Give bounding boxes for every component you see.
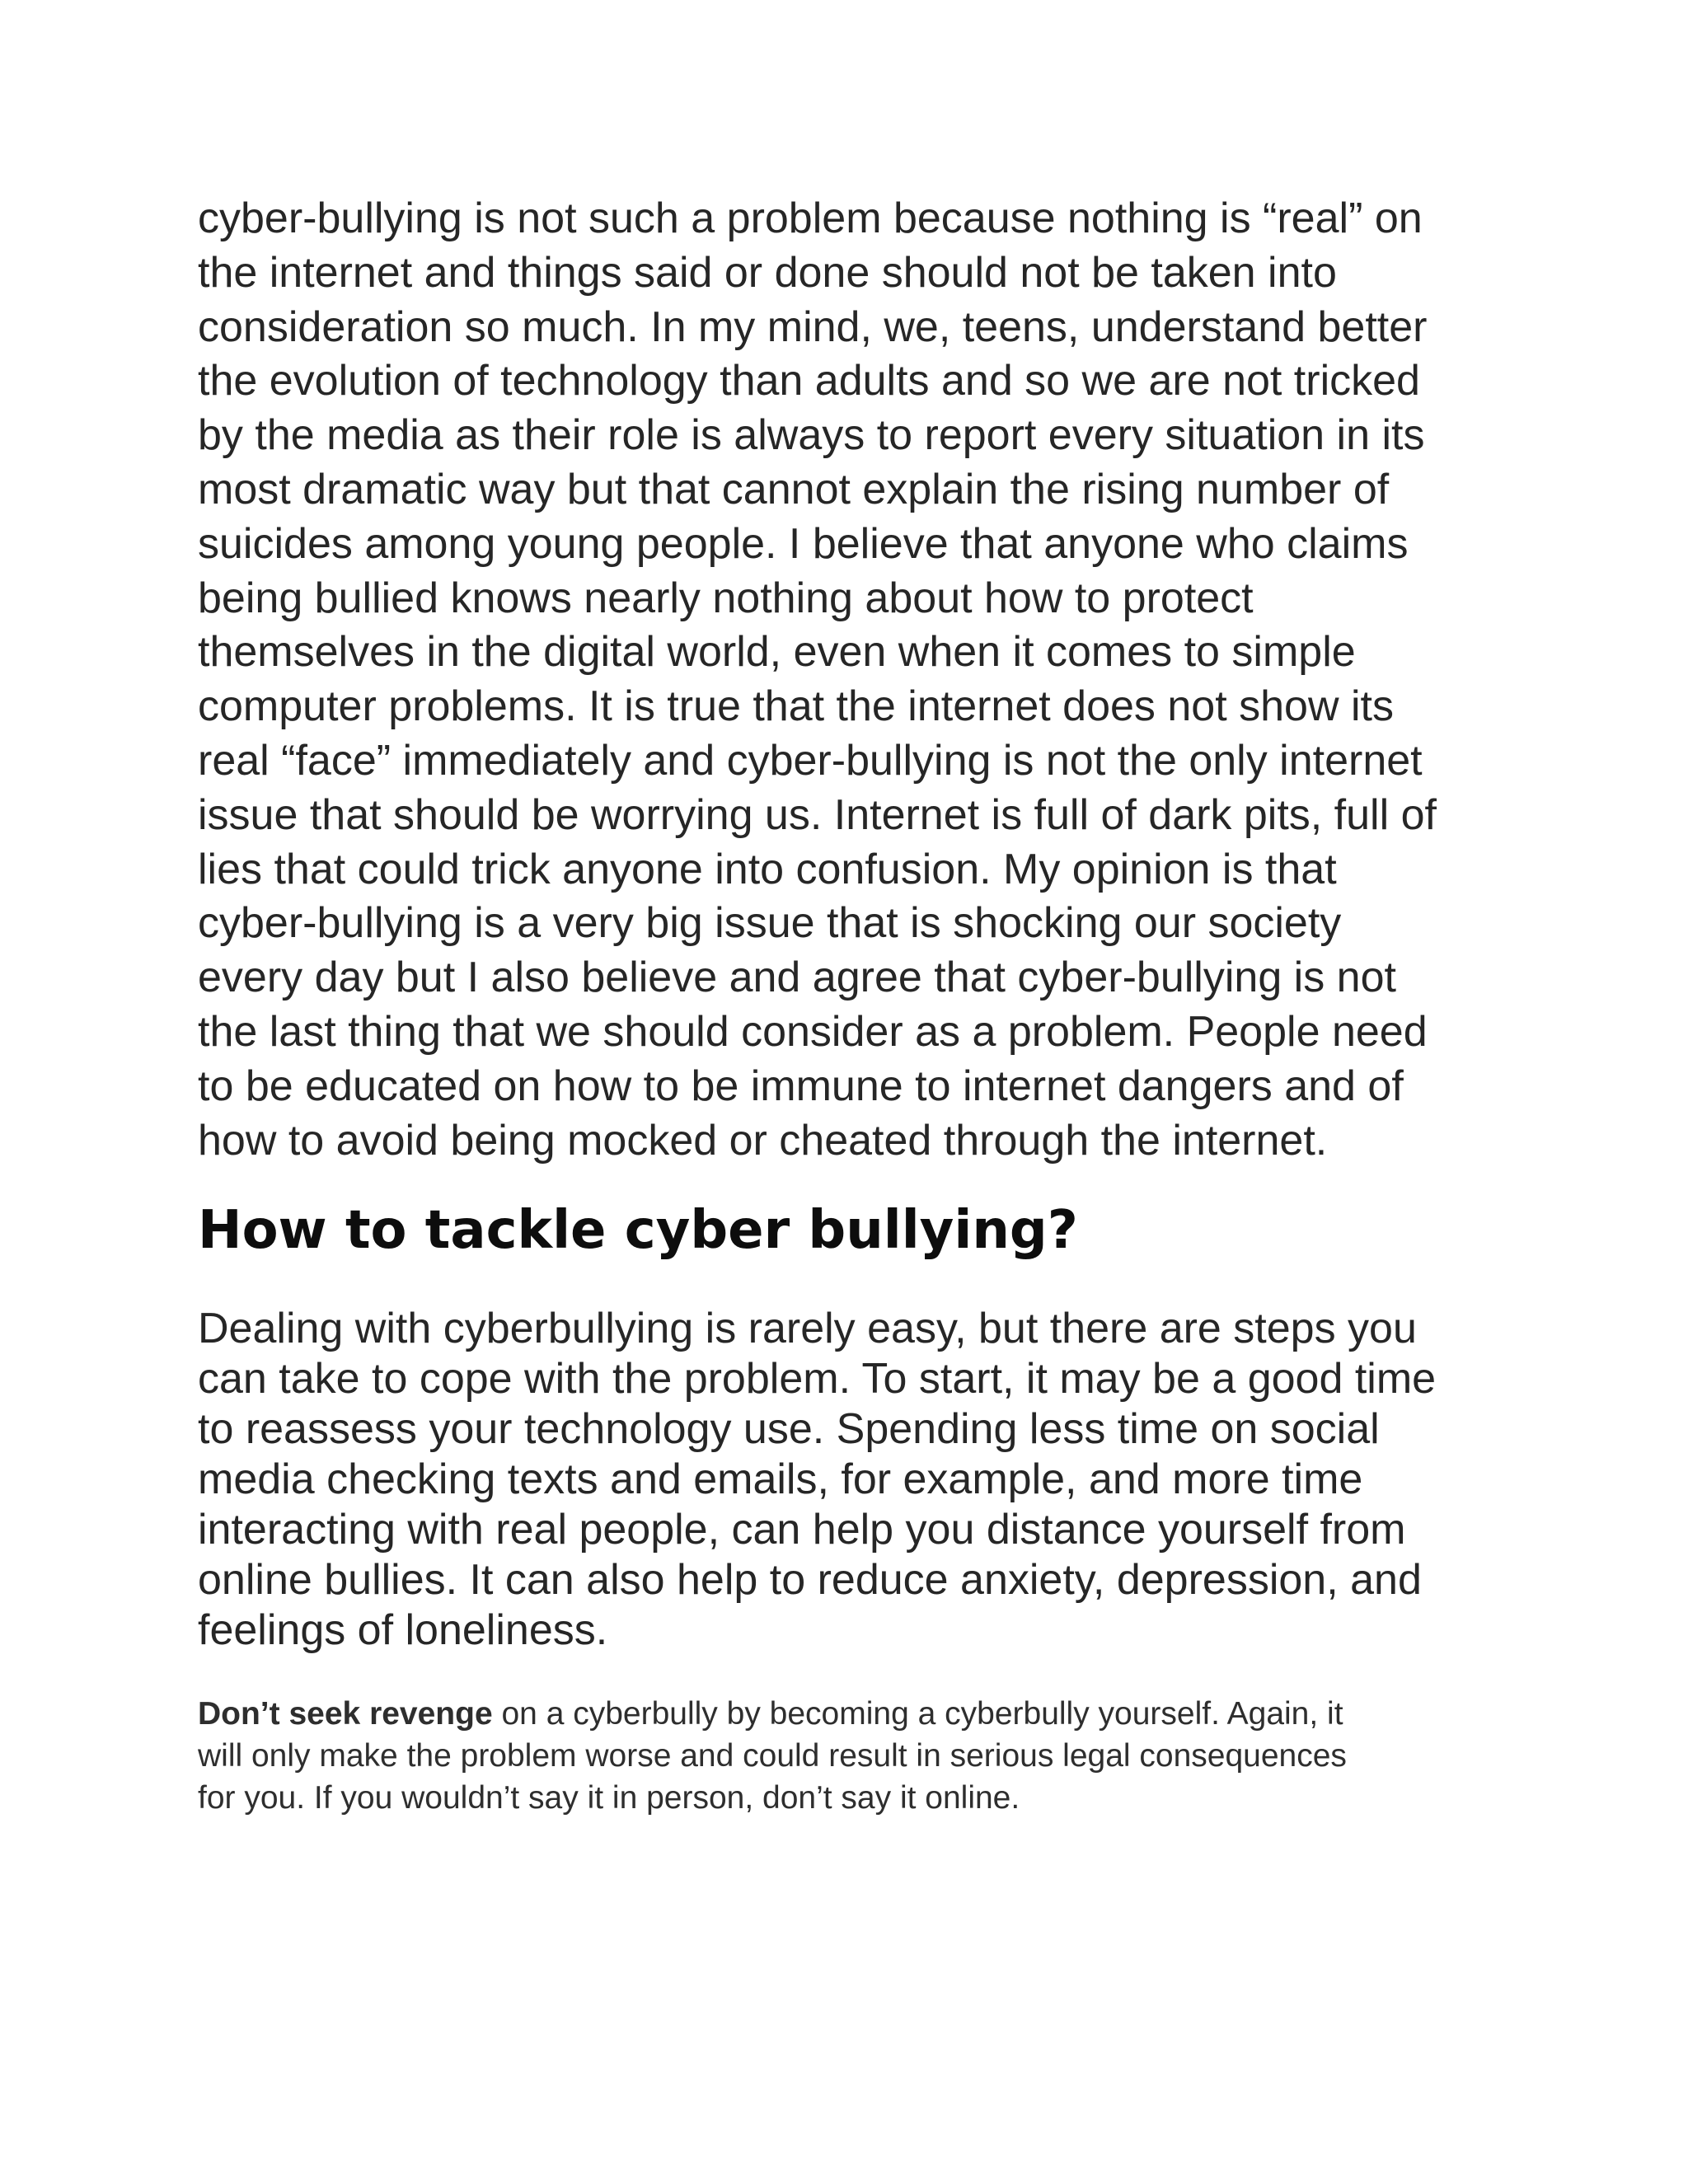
text-line: most dramatic way but that cannot explain the rising number of bbox=[198, 465, 1390, 513]
text-line: being bullied knows nearly nothing about how to protect bbox=[198, 574, 1254, 622]
text-line: the last thing that we should consider as a problem. People need bbox=[198, 1007, 1428, 1056]
text-line: feelings of loneliness. bbox=[198, 1606, 608, 1654]
text-line: Dealing with cyberbullying is rarely easy, but there are steps you bbox=[198, 1305, 1417, 1352]
text-line: will only make the problem worse and could result in serious legal consequences bbox=[198, 1738, 1347, 1774]
text-line: issue that should be worrying us. Internet is full of dark pits, full of bbox=[198, 790, 1437, 839]
first-line-rest: on a cyberbully by becoming a cyberbully yourself. Again, it bbox=[492, 1696, 1343, 1732]
text-line: cyber-bullying is not such a problem because nothing is “real” on bbox=[198, 194, 1423, 242]
text-line: to reassess your technology use. Spending less time on social bbox=[198, 1405, 1380, 1453]
text-line: to be educated on how to be immune to internet dangers and of bbox=[198, 1062, 1404, 1110]
text-line: the evolution of technology than adults and so we are not tricked bbox=[198, 357, 1420, 405]
intro-paragraph bbox=[198, 192, 1500, 1168]
text-line: consideration so much. In my mind, we, teens, understand better bbox=[198, 302, 1428, 351]
text-line: interacting with real people, can help you distance yourself from bbox=[198, 1506, 1406, 1554]
text-line: can take to cope with the problem. To start, it may be a good time bbox=[198, 1355, 1437, 1403]
text-line: lies that could trick anyone into confusion. My opinion is that bbox=[198, 845, 1337, 893]
text-line bbox=[198, 1693, 1500, 1735]
section-heading: How to tackle cyber bullying? bbox=[198, 1200, 1078, 1261]
text-line: for you. If you wouldn’t say it in person, don’t say it online. bbox=[198, 1780, 1020, 1816]
bold-lead-text: Don’t seek revenge bbox=[198, 1696, 493, 1732]
revenge-paragraph bbox=[198, 1693, 1500, 1819]
text-line: real “face” immediately and cyber-bullying is not the only internet bbox=[198, 736, 1423, 785]
text-line: the internet and things said or done should not be taken into bbox=[198, 248, 1337, 297]
text-line: online bullies. It can also help to reduce anxiety, depression, and bbox=[198, 1556, 1422, 1604]
coping-paragraph bbox=[198, 1304, 1500, 1656]
text-line: cyber-bullying is a very big issue that is shocking our society bbox=[198, 899, 1342, 948]
text-line: how to avoid being mocked or cheated through the internet. bbox=[198, 1116, 1328, 1165]
text-line: by the media as their role is always to report every situation in its bbox=[198, 411, 1425, 460]
text-line: themselves in the digital world, even when it comes to simple bbox=[198, 628, 1356, 677]
text-line: media checking texts and emails, for example, and more time bbox=[198, 1455, 1363, 1503]
text-line: suicides among young people. I believe that anyone who claims bbox=[198, 519, 1409, 568]
text-line: computer problems. It is true that the internet does not show its bbox=[198, 682, 1394, 731]
text-line: every day but I also believe and agree that cyber-bullying is not bbox=[198, 954, 1396, 1002]
